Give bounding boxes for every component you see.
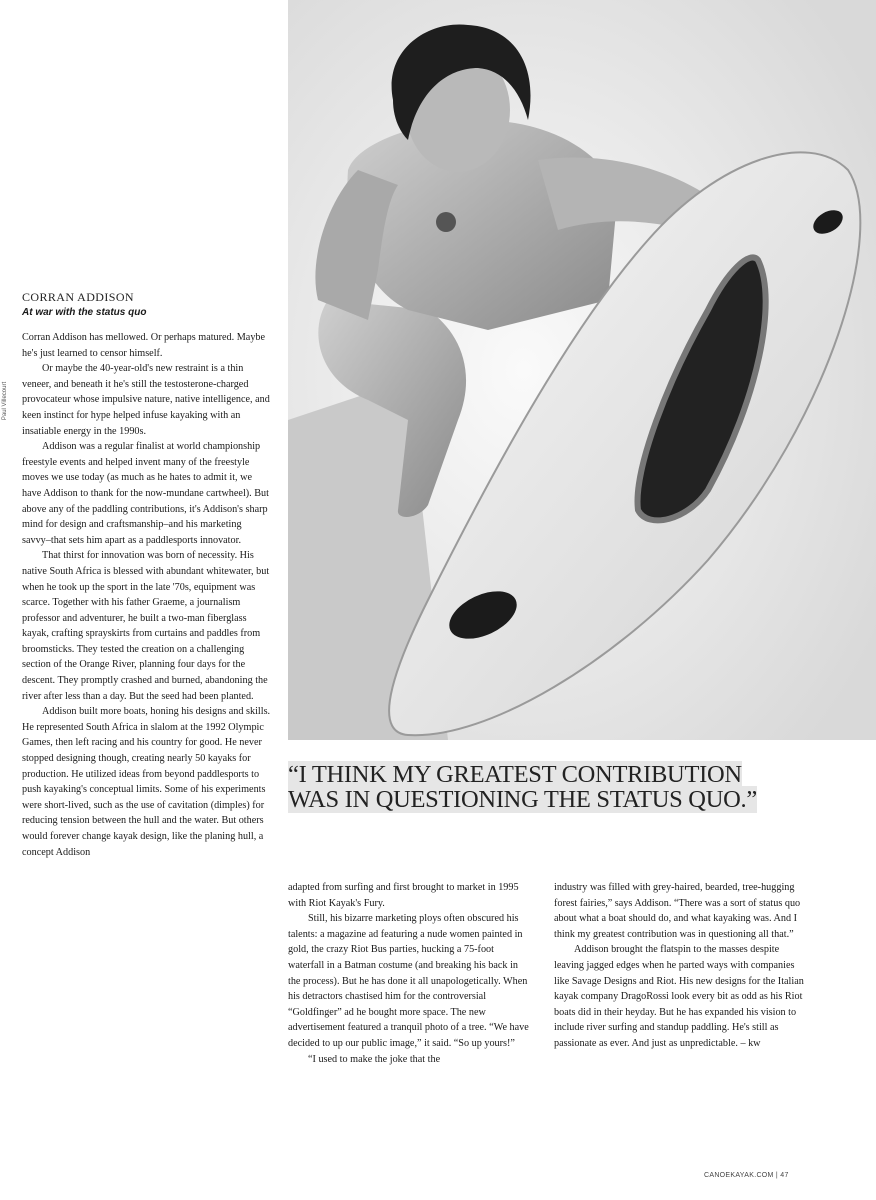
paragraph: Or maybe the 40-year-old's new restraint is a thin veneer, and beneath it he's still the testosterone-charged provocateur whose impulsive nature, native intelligence, and keen instinct for hype helped infuse kayaking with an insatiable energy in the 1990s. — [22, 363, 270, 437]
left-column — [22, 290, 272, 860]
right-column — [554, 880, 806, 1052]
paragraph: “I used to make the joke that the — [308, 1053, 441, 1065]
paragraph: Corran Addison has mellowed. Or perhaps matured. Maybe he's just learned to censor himself. — [22, 332, 266, 359]
paragraph: industry was filled with grey-haired, bearded, tree-hugging forest fairies,” says Addison. “There was a sort of status quo about what a boat should do, and what kayaking was. And I think my greatest contribution was in questioning all that.” — [554, 882, 801, 940]
photo-credit: Paul Villecourt — [2, 381, 9, 421]
article-dek: At war with the status quo — [22, 307, 147, 318]
portrait-photo — [288, 0, 876, 740]
pull-quote-text: “I THINK MY GREATEST CONTRIBUTION WAS IN QUESTIONING THE STATUS QUO.” — [288, 761, 757, 813]
article-kicker: CORRAN ADDISON — [22, 290, 134, 304]
paragraph: Addison was a regular finalist at world championship freestyle events and helped invent many of the freestyle moves we use today (as much as he hates to admit it, we have Addison to thank for the now-mundane cartwheel). But above any of the paddling contributions, it's Addison's sharp mind for design and craftsmanship–and his marketing savvy–that sets him apart as a paddlesports innovator. — [22, 441, 269, 546]
paragraph: Still, his bizarre marketing ploys often obscured his talents: a magazine ad featuring a nude women painted in gold, the crazy Riot Bus parties, hucking a 75-foot waterfall in a Batman costume (and breaking his back in the process). But he has done it all unapologetically. When his detractors chastised him for the controversial “Goldfinger” ad he bought more space. The new advertisement featured a tranquil photo of a tree. “We have decided to up our public image,” it said. “So up yours!” — [288, 913, 529, 1049]
page-footer: CANOEKAYAK.COM | 47 — [704, 1172, 789, 1179]
pull-quote — [288, 762, 758, 812]
paragraph: Addison built more boats, honing his designs and skills. He represented South Africa in slalom at the 1992 Olympic Games, then left racing and his country for good. He never stopped designing though, creating nearly 50 kayaks for production. He utilized ideas from beyond paddlesports to push kayaking's conceptual limits. Some of his experiments were short-lived, such as the use of cavitation (dimples) for reducing tension between the hull and the water. But others would forever change kayak design, like the planing hull, a concept Addison — [22, 706, 271, 858]
paragraph: adapted from surfing and first brought to market in 1995 with Riot Kayak's Fury. — [288, 882, 519, 909]
kayak-portrait-photo-icon — [288, 0, 876, 740]
paragraph: Addison brought the flatspin to the masses despite leaving jagged edges when he parted ways with companies like Savage Designs and Riot. His new designs for the Italian kayak company DragoRossi look every bit as odd as his Riot boats did in their heyday. But he has expanded his vision to include river surfing and standup paddling. He's still as passionate as ever. And just as unpredictable. – kw — [554, 944, 804, 1049]
article-body-left — [22, 330, 272, 860]
middle-column — [288, 880, 532, 1067]
paragraph: That thirst for innovation was born of necessity. His native South Africa is blessed with abundant whitewater, but when he took up the sport in the late '70s, equipment was scarce. Together with his father Graeme, a journalism professor and adventurer, he built a two-man fiberglass kayak, crafting sprayskirts from curtains and paddles from broomsticks. They tested the creation on a challenging section of the Orange River, planning four days for the descent. They promptly crashed and burned, abandoning the river after less than a day. But the seed had been planted. — [22, 550, 270, 702]
